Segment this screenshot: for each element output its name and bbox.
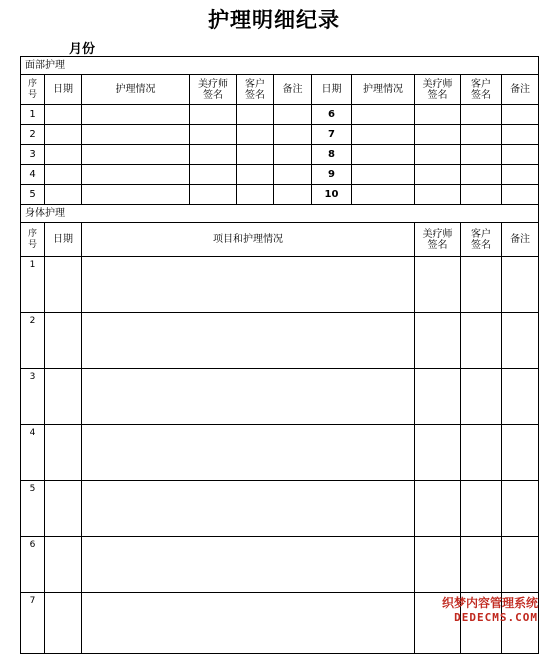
body-row-num: 1	[21, 257, 45, 313]
body-section-label: 身体护理	[21, 205, 539, 223]
facial-row-num: 1	[21, 105, 45, 125]
body-row-num: 2	[21, 313, 45, 369]
table-row	[21, 145, 539, 165]
body-header-note: 备注	[502, 223, 539, 257]
body-row-num: 3	[21, 369, 45, 425]
body-header-seq: 序号	[21, 223, 45, 257]
facial-header-customer: 客户签名	[237, 75, 274, 105]
table-row	[21, 165, 539, 185]
table-row	[21, 313, 539, 369]
table-row	[21, 425, 539, 481]
facial-header-care-2: 护理情况	[352, 75, 415, 105]
body-row-num: 6	[21, 537, 45, 593]
facial-header-beautician-2: 美疗师签名	[415, 75, 461, 105]
table-row	[21, 481, 539, 537]
facial-row-num-right: 7	[312, 125, 352, 145]
body-header-item: 项目和护理情况	[82, 223, 415, 257]
table-row	[21, 185, 539, 205]
body-row-num: 5	[21, 481, 45, 537]
facial-header-beautician: 美疗师签名	[190, 75, 237, 105]
body-row-num: 4	[21, 425, 45, 481]
facial-header-date-2: 日期	[312, 75, 352, 105]
body-header-date: 日期	[45, 223, 82, 257]
facial-row-num: 3	[21, 145, 45, 165]
facial-header-care: 护理情况	[82, 75, 190, 105]
month-label: 月份	[69, 42, 96, 57]
facial-header-seq: 序号	[21, 75, 45, 105]
watermark-line2: DEDECMS.COM	[454, 611, 538, 624]
facial-row-num-right: 6	[312, 105, 352, 125]
facial-row-num: 5	[21, 185, 45, 205]
table-row	[21, 105, 539, 125]
care-record-table	[20, 56, 539, 654]
facial-header-note: 备注	[274, 75, 312, 105]
facial-row-num-right: 10	[312, 185, 352, 205]
table-row	[21, 369, 539, 425]
table-row	[21, 257, 539, 313]
facial-header-date: 日期	[45, 75, 82, 105]
body-row-num: 7	[21, 593, 45, 654]
table-row	[21, 125, 539, 145]
body-header-beautician: 美疗师签名	[415, 223, 461, 257]
body-header-customer: 客户签名	[461, 223, 502, 257]
facial-header-customer-2: 客户签名	[461, 75, 502, 105]
watermark	[442, 594, 538, 624]
facial-row-num-right: 8	[312, 145, 352, 165]
facial-row-num: 4	[21, 165, 45, 185]
facial-section-label: 面部护理	[21, 57, 539, 75]
table-row	[21, 537, 539, 593]
facial-row-num: 2	[21, 125, 45, 145]
page-title: 护理明细纪录	[208, 8, 340, 32]
facial-header-note-2: 备注	[502, 75, 539, 105]
facial-row-num-right: 9	[312, 165, 352, 185]
watermark-line1: 织梦内容管理系统	[441, 596, 538, 610]
